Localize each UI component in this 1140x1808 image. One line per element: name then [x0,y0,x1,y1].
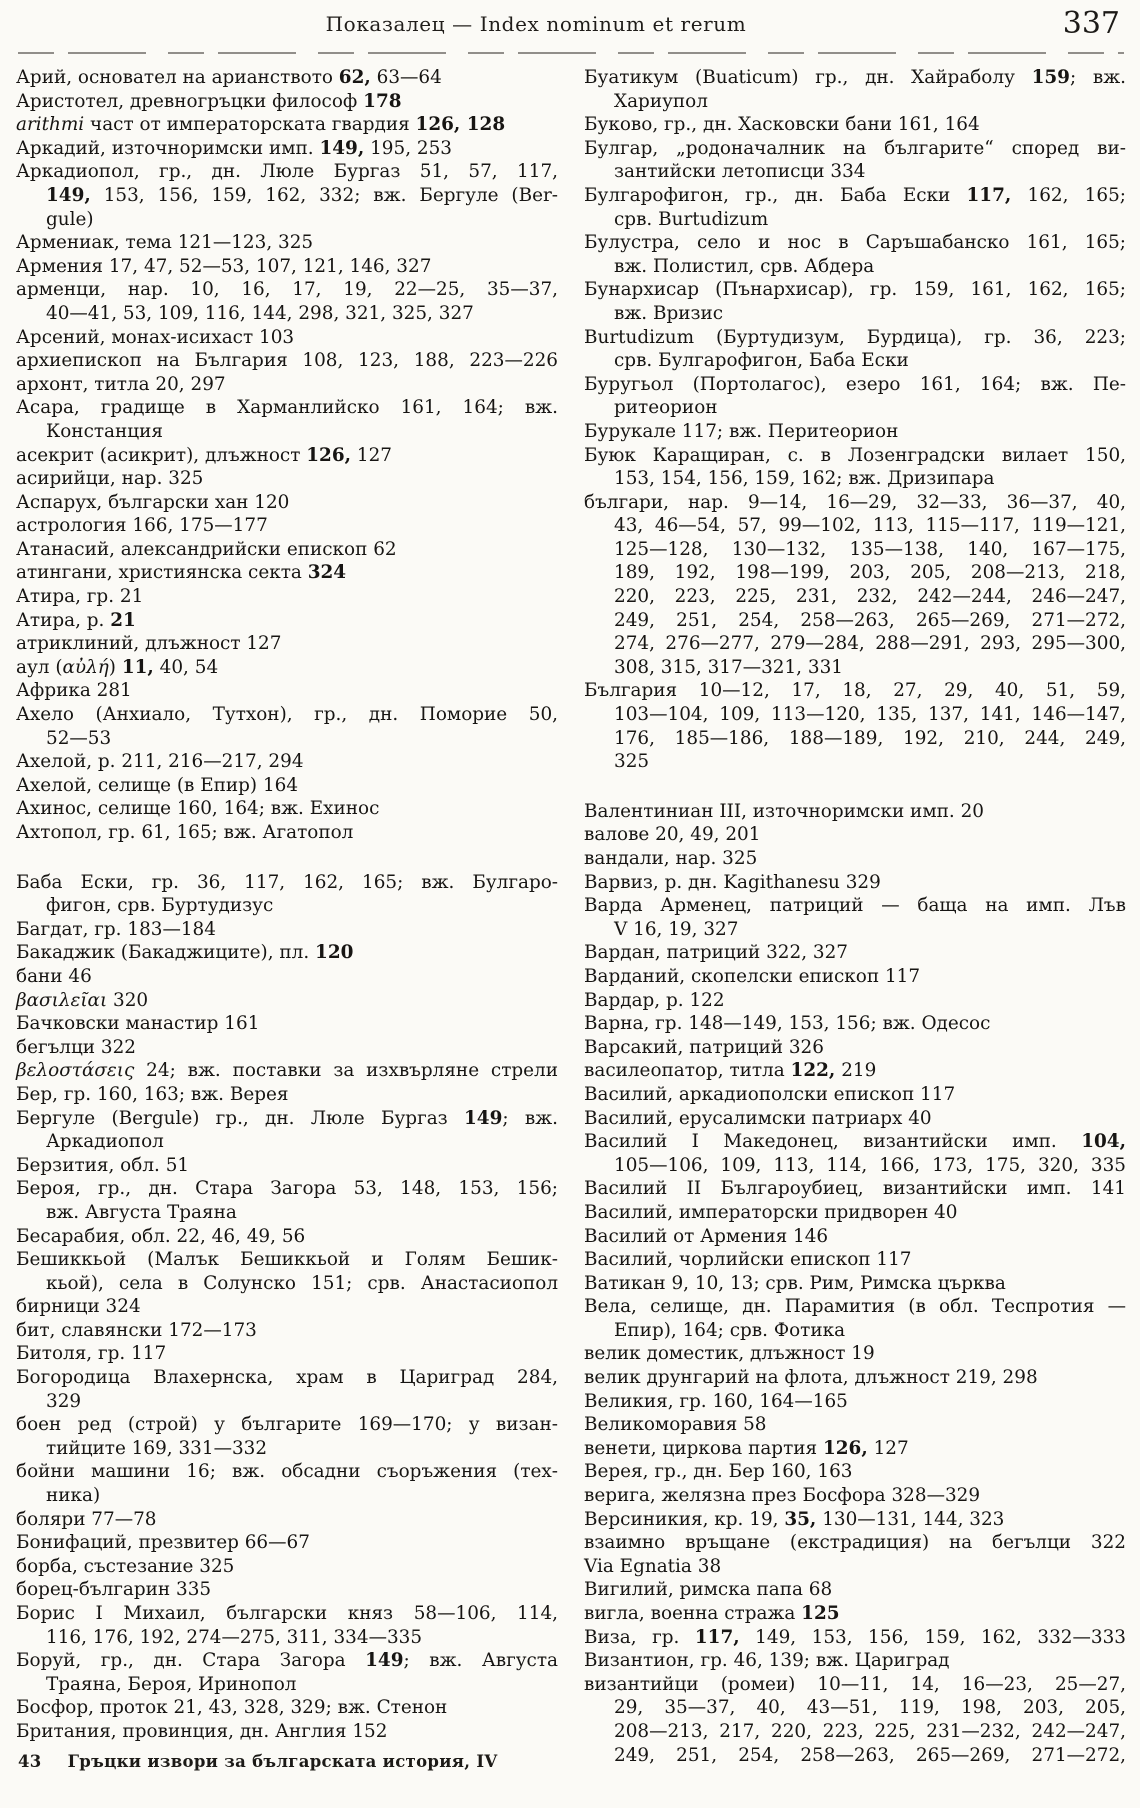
index-line: Булгарофигон, гр., дн. Баба Ески 117, 162, 165; [584,184,1126,206]
index-line: Бер, гр. 160, 163; вж. Верея [16,1083,289,1105]
index-line: 153, 154, 156, 159, 162; вж. Дризипара [614,468,995,490]
index-line: Атира, р. 21 [16,609,136,631]
index-line: Богородица Влахернска, храм в Цариград 284, [16,1367,558,1389]
index-line: Аркадиопол, гр., дн. Люле Бургаз 51, 57, 117, [16,161,558,183]
index-line: Аркадий, източноримски имп. 149, 195, 253 [16,137,453,159]
index-line: аул (αὐλή) 11, 40, 54 [16,656,219,678]
index-line: бегълци 322 [16,1036,137,1058]
index-line: Буюк Каращиран, с. в Лозенградски вилает 150, [584,444,1126,466]
index-line: Асара, градище в Харманлийско 161, 164; вж. [16,397,558,419]
index-line: Британия, провинция, дн. Англия 152 [16,1720,388,1742]
index-line: бит, славянски 172—173 [16,1319,257,1341]
index-line: Виза, гр. 117, 149, 153, 156, 159, 162, 332—333 [584,1626,1126,1648]
index-line: 43, 46—54, 57, 99—102, 113, 115—117, 119—121, [614,515,1126,537]
index-line: 40—41, 53, 109, 116, 144, 298, 321, 325, 327 [46,302,474,324]
index-line: Атанасий, александрийски епископ 62 [16,538,397,560]
index-line: Валентиниан III, източноримски имп. 20 [584,800,984,822]
index-line: Аркадиопол [46,1131,164,1153]
index-line: архиепископ на България 108, 123, 188, 223—226 [16,350,558,372]
index-line: Багдат, гр. 183—184 [16,918,216,940]
index-line: 103—104, 109, 113—120, 135, 137, 141, 146—147, [614,704,1126,726]
index-line: бирници 324 [16,1296,141,1318]
index-line: 116, 176, 192, 274—275, 311, 334—335 [46,1626,423,1648]
index-line: Варна, гр. 148—149, 153, 156; вж. Одесос [584,1013,991,1035]
footer-series-title: Гръцки извори за българската история, IV [67,1752,498,1771]
index-left-column [16,66,558,1744]
index-line: Бурукале 117; вж. Перитеорион [584,420,899,442]
index-line: Великоморавия 58 [584,1414,767,1436]
index-line: Вела, селище, дн. Парамития (в обл. Теспротия — [584,1296,1126,1318]
index-line: бани 46 [16,965,92,987]
index-line: 325 [614,751,650,773]
index-line: Берзития, обл. 51 [16,1154,190,1176]
index-line: Вигилий, римска папа 68 [584,1579,833,1601]
index-line: Василий, императорски придворен 40 [584,1201,958,1223]
index-line: Ахело (Анхиало, Тутхон), гр., дн. Поморие 50, [16,704,558,726]
index-line: архонт, титла 20, 297 [16,373,226,395]
index-line: Бешиккьой (Малък Бешиккьой и Голям Бешик- [16,1249,558,1271]
index-line: Буатикум (Buaticum) гр., дн. Хайраболу 159; вж. [584,67,1126,88]
index-line: 308, 315, 317—321, 331 [614,656,843,678]
index-line: фигон, срв. Буртудизус [46,895,274,917]
index-line: Великия, гр. 160, 164—165 [584,1390,848,1412]
index-line: борец-българин 335 [16,1579,212,1601]
index-line: валове 20, 49, 201 [584,824,761,846]
index-line: българи, нар. 9—14, 16—29, 32—33, 36—37, 40, [584,491,1126,513]
index-line: Варсакий, патриций 326 [584,1036,824,1058]
index-line: Бонифаций, презвитер 66—67 [16,1532,310,1554]
page-header [16,6,1126,50]
index-line: βελοστάσεις 24; вж. поставки за изхвърляне стрели [16,1060,558,1082]
index-line: борба, състезание 325 [16,1555,235,1577]
index-line: вж. Полистил, срв. Абдера [614,255,875,277]
index-line: Василий I Македонец, византийски имп. 104, [584,1131,1126,1153]
index-columns [16,66,1126,1767]
index-line: Ахелой, р. 211, 216—217, 294 [16,751,304,773]
index-line: Булгар, „родоначалник на българите“ според ви- [584,137,1126,159]
index-line: V 16, 19, 327 [614,918,739,940]
index-line: 176, 185—186, 188—189, 192, 210, 244, 249, [614,727,1126,749]
index-line: Африка 281 [16,680,132,702]
index-line: Бероя, гр., дн. Стара Загора 53, 148, 153, 156; [16,1178,558,1200]
index-line: Варданий, скопелски епископ 117 [584,965,921,987]
index-line: Булустра, село и нос в Саръшабанско 161, 165; [584,232,1126,254]
index-line: вигла, военна стража 125 [584,1603,840,1624]
index-line: василеопатор, титла 122, 219 [584,1060,877,1082]
index-line: βασιλεῖαι 320 [16,989,149,1011]
index-line: Аристотел, древногръцки философ 178 [16,90,402,112]
page-header-title: Показалец — Index nominum et rerum [325,12,747,36]
index-line: Бесарабия, обл. 22, 46, 49, 56 [16,1225,306,1247]
index-line: Атира, гр. 21 [16,586,144,608]
index-line: Бунархисар (Пънархисар), гр. 159, 161, 162, 165; [584,279,1126,301]
index-line: Арсений, монах-исихаст 103 [16,326,295,348]
index-line: Ватикан 9, 10, 13; срв. Рим, Римска църква [584,1272,1006,1294]
index-line: асекрит (асикрит), длъжност 126, 127 [16,444,392,466]
index-line: Ахтопол, гр. 61, 165; вж. Агатопол [16,822,354,843]
index-line: срв. Булгарофигон, Баба Ески [614,350,909,372]
index-line: арменци, нар. 10, 16, 17, 19, 22—25, 35—37, [16,279,558,301]
index-line: тийците 169, 331—332 [46,1437,268,1459]
index-line: Боруй, гр., дн. Стара Загора 149; вж. Августа [16,1650,559,1672]
index-line: България 10—12, 17, 18, 27, 29, 40, 51, 59, [584,680,1126,702]
index-line: Битоля, гр. 117 [16,1343,167,1365]
page-number: 337 [1062,6,1120,41]
index-line: Арий, основател на арианството 62, 63—64 [16,67,442,88]
index-line: arithmi част от императорската гвардия 126, 128 [16,114,506,136]
index-line: верига, желязна през Босфора 328—329 [584,1485,981,1507]
index-line: 52—53 [46,727,112,749]
index-line: зантийски летописци 334 [614,161,866,183]
index-line: Бакаджик (Бакаджиците), пл. 120 [16,942,354,964]
header-rule [18,52,1124,54]
index-line: асирийци, нар. 325 [16,468,204,490]
index-right-column [584,66,1126,1767]
index-line: Вардан, патриций 322, 327 [584,942,848,964]
index-line: Вардар, р. 122 [584,989,725,1011]
index-line: 125—128, 130—132, 135—138, 140, 167—175, [614,538,1126,560]
index-line: вж. Вризис [614,302,724,324]
index-line: Бергуле (Bergule) гр., дн. Люле Бургаз 149; вж. [16,1107,558,1129]
index-line: вж. Августа Траяна [46,1201,237,1223]
index-line: Версиникия, кр. 19, 35, 130—131, 144, 323 [584,1508,1005,1530]
index-line: Траяна, Бероя, Иринопол [46,1673,297,1695]
index-line: Василий, аркадиополски епископ 117 [584,1083,956,1105]
index-line: атриклиний, длъжност 127 [16,633,282,655]
index-line: Василий, чорлийски епископ 117 [584,1249,912,1271]
index-line: Варвиз, р. дн. Kagithanesu 329 [584,871,881,893]
index-line: астрология 166, 175—177 [16,515,268,537]
index-line: 105—106, 109, 113, 114, 166, 173, 175, 320, 335 [614,1154,1126,1176]
index-line: 249, 251, 254, 258—263, 265—269, 271—272, [614,609,1126,631]
index-line: Via Egnatia 38 [584,1555,722,1577]
index-line: Бачковски манастир 161 [16,1013,260,1035]
index-line: 329 [46,1390,82,1412]
index-line: Буково, гр., дн. Хасковски бани 161, 164 [584,114,980,136]
index-line: 149, 153, 156, 159, 162, 332; вж. Бергуле (Ber- [46,184,558,206]
index-line: ритеорион [614,397,718,419]
index-line: Ахелой, селище (в Епир) 164 [16,774,299,796]
index-line: Хариупол [614,90,708,112]
index-line: Верея, гр., дн. Бер 160, 163 [584,1461,853,1483]
index-line: 220, 223, 225, 231, 232, 242—244, 246—247, [614,586,1126,608]
index-line: взаимно връщане (екстрадиция) на бегълци 322 [584,1532,1126,1554]
index-line: Армения 17, 47, 52—53, 107, 121, 146, 327 [16,255,432,277]
index-line: 274, 276—277, 279—284, 288—291, 293, 295—300, [614,633,1126,655]
index-line: Борис I Михаил, български княз 58—106, 114, [16,1603,558,1624]
index-line: Армениак, тема 121—123, 325 [16,232,314,254]
index-line: Византион, гр. 46, 139; вж. Цариград [584,1650,950,1672]
index-line: боен ред (строй) у българите 169—170; у визан- [16,1414,558,1436]
index-line: Василий II Българоубиец, византийски имп. 141 [584,1178,1126,1200]
index-line: боляри 77—78 [16,1508,157,1530]
index-line: Варда Арменец, патриций — баща на имп. Лъв [584,895,1126,917]
index-line: Констанция [46,420,163,442]
index-line: вандали, нар. 325 [584,848,758,869]
index-line: gule) [46,208,94,230]
index-line: 249, 251, 254, 258—263, 265—269, 271—272, [614,1744,1126,1766]
index-line: 208—213, 217, 220, 223, 225, 231—232, 242—247, [614,1720,1126,1742]
index-line: венети, циркова партия 126, 127 [584,1437,909,1459]
index-line: 29, 35—37, 40, 43—51, 119, 198, 203, 205, [614,1697,1126,1719]
index-line: велик доместик, длъжност 19 [584,1343,875,1365]
index-line: Василий, ерусалимски патриарх 40 [584,1107,932,1129]
index-line: Босфор, проток 21, 43, 328, 329; вж. Стенон [16,1697,448,1719]
index-line: бойни машини 16; вж. обсадни съоръжения (тех- [16,1461,558,1483]
index-line: Буругьол (Портолагос), езеро 161, 164; вж. Пе- [584,373,1126,395]
index-line: 189, 192, 198—199, 203, 205, 208—213, 218, [614,562,1126,584]
index-line: кьой), села в Солунско 151; срв. Анастасиопол [46,1272,558,1294]
index-line: Василий от Армения 146 [584,1225,829,1247]
page-footer [18,1752,497,1771]
index-line: византийци (ромеи) 10—11, 14, 16—23, 25—27, [584,1673,1126,1695]
index-line: Аспарух, български хан 120 [16,491,290,513]
signature-number: 43 [18,1752,42,1771]
index-line: Burtudizum (Буртудизум, Бурдица), гр. 36, 223; [584,326,1126,348]
index-line: срв. Burtudizum [614,208,769,230]
index-line: Ахинос, селище 160, 164; вж. Ехинос [16,798,380,820]
index-line: атингани, християнска секта 324 [16,562,347,584]
index-line: велик друнгарий на флота, длъжност 219, 298 [584,1367,1038,1389]
index-line: Епир), 164; срв. Фотика [614,1319,846,1341]
index-line: ника) [46,1485,101,1507]
index-line: Баба Ески, гр. 36, 117, 162, 165; вж. Булгаро- [16,871,558,893]
